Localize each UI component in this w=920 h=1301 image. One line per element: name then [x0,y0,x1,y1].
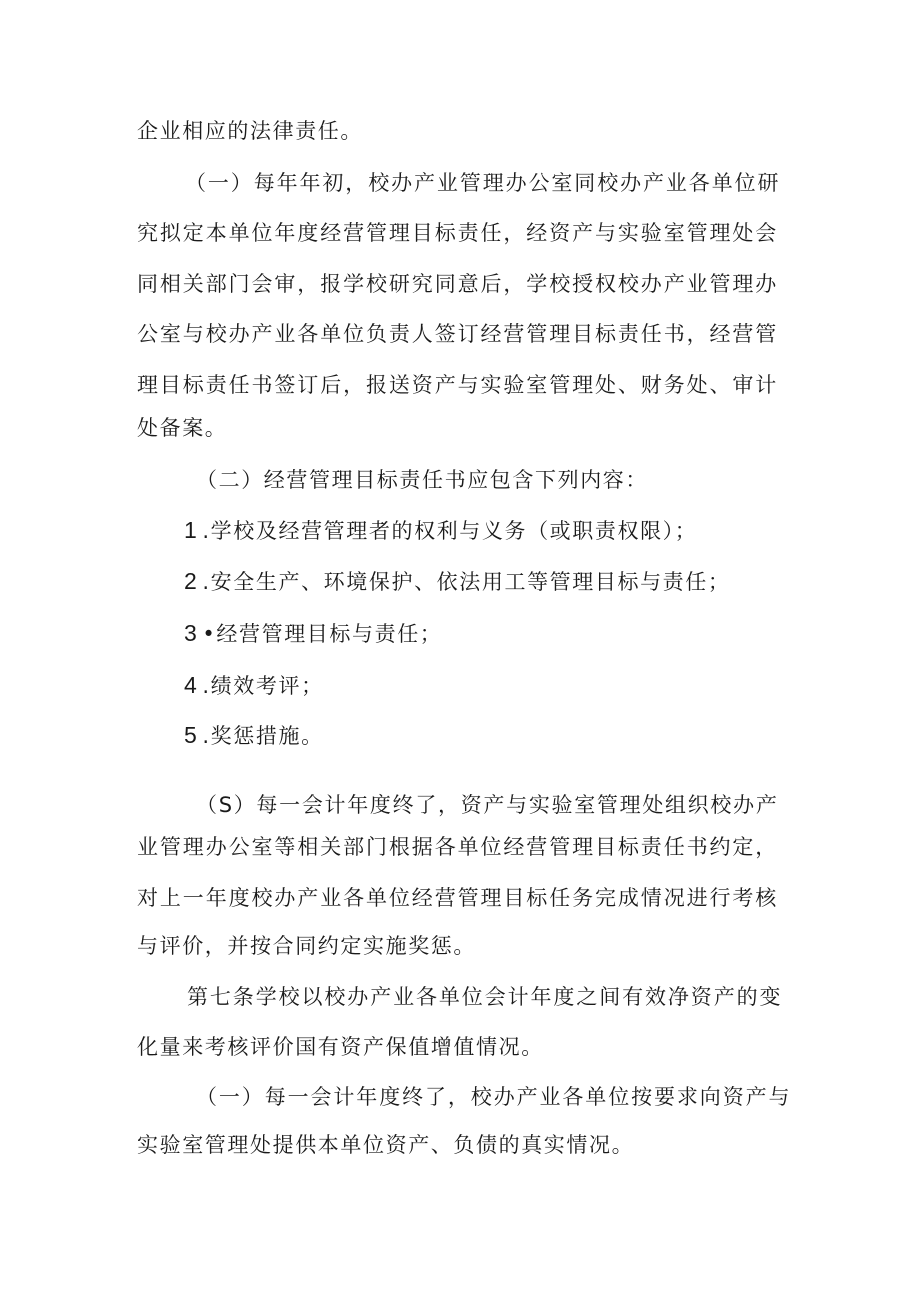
list-item-number: 1 [184,517,199,543]
list-item [184,670,324,701]
paragraph-line: （二）经营管理目标责任书应包含下列内容： [196,468,648,492]
paragraph-line: 究拟定本单位年度经营管理目标责任，经资产与实验室管理处会 [137,221,779,245]
list-item-text: •经营管理目标与责任； [202,622,443,646]
paragraph-line: 与评价，并按合同约定实施奖惩。 [137,934,476,958]
list-item-text: .学校及经营管理者的权利与义务（或职责权限）； [202,519,698,543]
list-item-number: 4 [184,672,199,698]
paragraph-line: 实验室管理处提供本单位资产、负债的真实情况。 [137,1133,635,1157]
paragraph-line: 业管理办公室等相关部门根据各单位经营管理目标责任书约定， [137,835,779,859]
list-item-text: .绩效考评； [202,674,324,698]
list-item [184,566,730,597]
paragraph-line: 同相关部门会审，报学校研究同意后，学校授权校办产业管理办 [137,272,779,296]
list-item [184,515,697,546]
list-item-number: 3 [184,620,199,646]
list-item [184,720,324,751]
list-item-number: 2 [184,568,199,594]
list-item-text: .奖惩措施。 [202,724,324,748]
paragraph-line: 公室与校办产业各单位负责人签订经营管理目标责任书，经营管 [137,322,779,346]
paragraph-line: 处备案。 [137,416,228,440]
paragraph-line: 理目标责任书签订后，报送资产与实验室管理处、财务处、审计 [137,373,779,397]
paragraph-line: （一）每年年初，校办产业管理办公室同校办产业各单位研 [185,171,781,195]
paragraph-line: 对上一年度校办产业各单位经营管理目标任务完成情况进行考核 [137,886,779,910]
paragraph-line: 第七条学校以校办产业各单位会计年度之间有效净资产的变 [187,985,783,1009]
paragraph-line: 化量来考核评价国有资产保值增值情况。 [137,1035,544,1059]
list-item-number: 5 [184,722,199,748]
list-item [184,618,442,649]
paragraph-line: 企业相应的法律责任。 [137,119,363,143]
paragraph-line: （S）每一会计年度终了，资产与实验室管理处组织校办产 [196,793,779,817]
paragraph-line: （一）每一会计年度终了，校办产业各单位按要求向资产与 [196,1085,792,1109]
list-item-text: .安全生产、环境保护、依法用工等管理目标与责任； [202,570,731,594]
